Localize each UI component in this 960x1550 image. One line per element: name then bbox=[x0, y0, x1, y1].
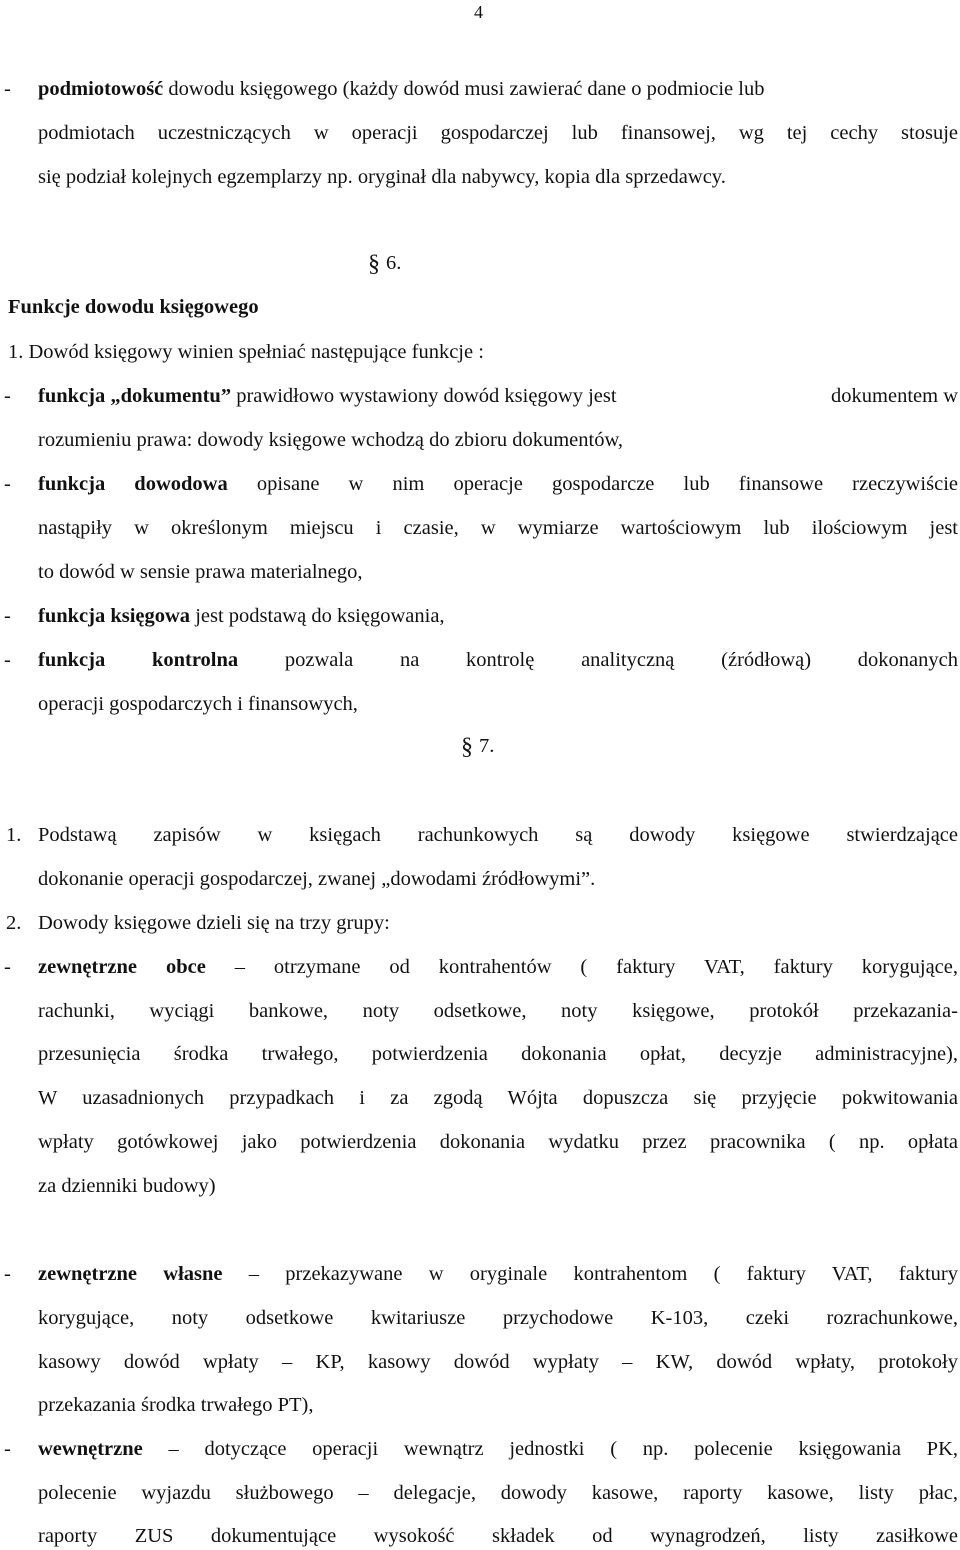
section-sign-icon: § bbox=[368, 251, 380, 277]
section-7: § 7. bbox=[461, 734, 495, 760]
section-6: § 6. bbox=[368, 251, 402, 277]
term-podmiotowosc: podmiotowość bbox=[38, 78, 164, 100]
term-zewnetrzne-obce: zewnętrzne obce bbox=[38, 956, 206, 978]
term-funkcja-ksiegowa: funkcja księgowa bbox=[38, 605, 191, 627]
term-zewnetrzne-wlasne: zewnętrzne własne bbox=[38, 1263, 223, 1285]
term-wewnetrzne: wewnętrzne bbox=[38, 1438, 143, 1460]
heading-funkcje: Funkcje dowodu księgowego bbox=[8, 296, 259, 318]
term-funkcja-kontrolna: funkcja kontrolna bbox=[38, 649, 239, 671]
page-number: 4 bbox=[474, 2, 483, 22]
term-funkcja-dokumentu: funkcja „dokumentu” bbox=[38, 385, 232, 407]
section-sign-icon: § bbox=[461, 734, 473, 760]
term-funkcja-dowodowa: funkcja dowodowa bbox=[38, 473, 228, 495]
